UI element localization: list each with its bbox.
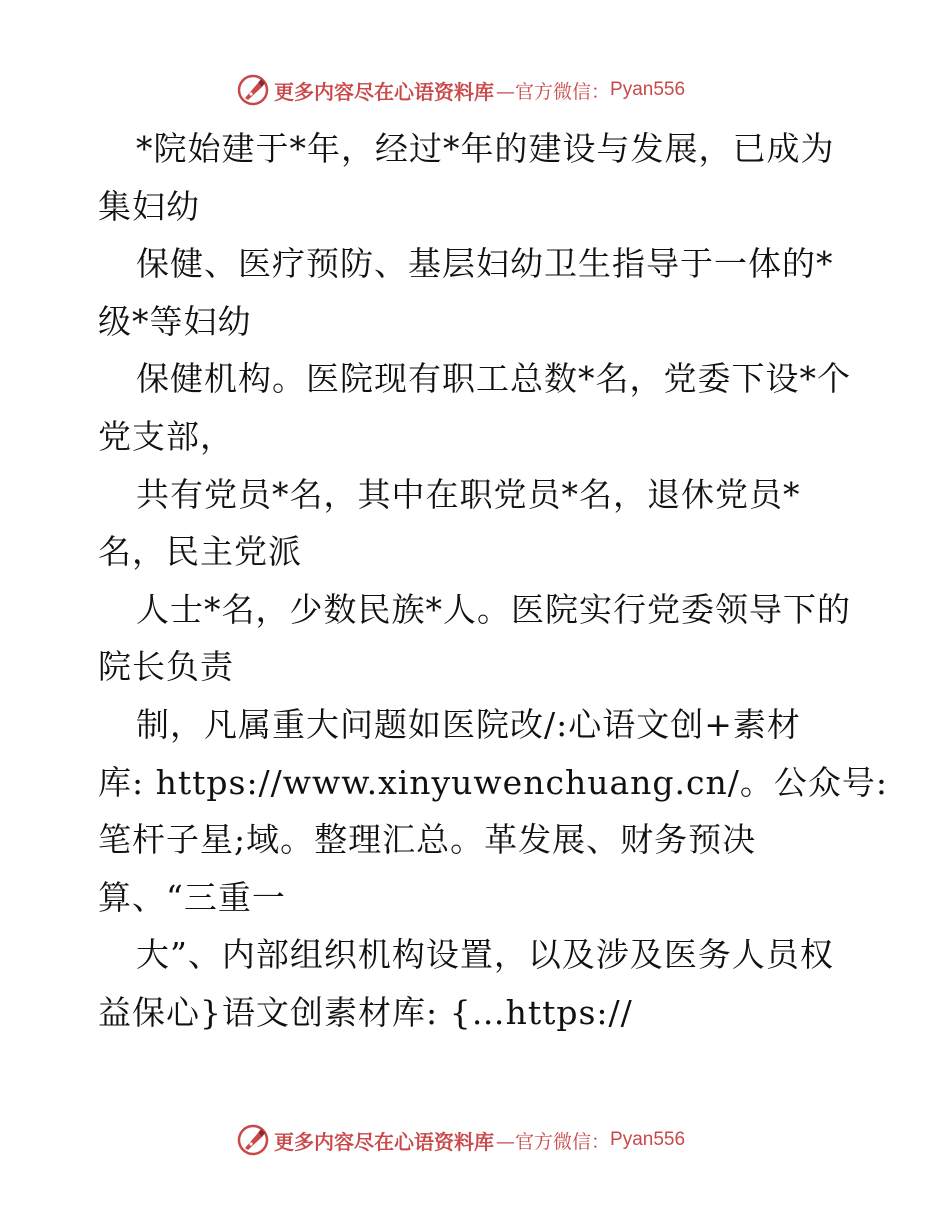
body-line: 算、“三重一 [98,877,286,917]
body-line: 共有党员*名，其中在职党员*名，退休党员* [136,474,801,514]
body-line: 大”、内部组织机构设置，以及涉及医务人员权 [136,935,834,975]
banner-wechat-label: —官方微信： [496,1130,611,1153]
body-line: *院始建于*年，经过*年的建设与发展，已成为 [136,129,835,168]
body-line: 保健机构。医院现有职工总数*名，党委下设*个 [136,359,851,399]
banner-wechat-label: —官方微信： [496,80,611,103]
footer-banner [236,1120,716,1160]
body-line: 人士*名，少数民族*人。医院实行党委领导下的 [136,589,851,629]
banner-wechat-id: Pyan556 [610,1129,686,1150]
document-body [98,120,888,1042]
body-line: 院长负责 [98,647,234,687]
body-line: 库: https://www.xinyuwenchuang.cn/。公众号: [98,762,888,802]
body-line: 党支部， [98,416,234,456]
banner-wechat-id: Pyan556 [610,79,686,100]
body-line: 级*等妇幼 [98,301,252,341]
pen-nib-logo-icon [236,73,270,107]
body-line: 笔杆子星;域。整理汇总。革发展、财务预决 [98,820,757,860]
body-line: 集妇幼 [98,186,200,226]
body-line: 名，民主党派 [98,532,302,572]
body-line: 制，凡属重大问题如医院改/:心语文创+素材 [136,704,801,744]
banner-brand-text: 更多内容尽在心语资料库 [274,79,494,104]
body-line: 保健、医疗预防、基层妇幼卫生指导于一体的* [136,244,834,284]
header-banner [236,70,716,110]
banner-brand-text: 更多内容尽在心语资料库 [274,1129,494,1154]
pen-nib-logo-icon [236,1123,270,1157]
body-line: 益保心}语文创素材库: {…https:// [98,992,633,1032]
